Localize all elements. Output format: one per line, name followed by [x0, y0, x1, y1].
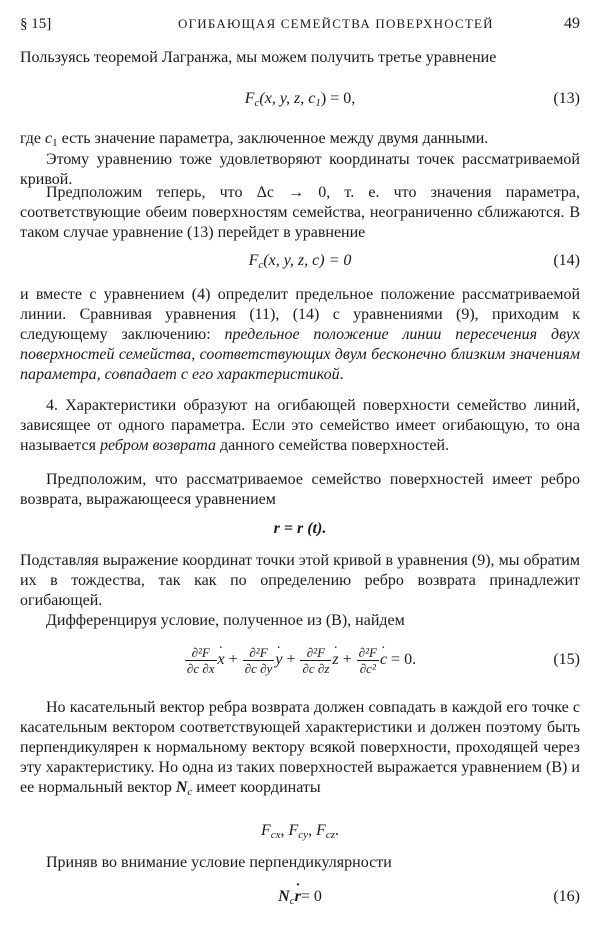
paragraph-assume-edge: Предположим, что рассматриваемое семейство поверхностей имеет ребро возврата, выражающееся уравнением — [20, 471, 580, 508]
paragraph-c1-definition: где $c_1$ есть значение параметра, заключенное между двумя данными. — [20, 130, 489, 149]
paragraph-tangent-vector: Но касательный вектор ребра возврата должен совпадать в каждой его точке с касательным вектором соответствующей характеристики и должен поэтому быть перпендикулярен к нормальному вектору всякой поверхности, проходящей через эту характеристику. Но одна из таких поверхностей выражается уравнением (В) и ее нормальный вектор $N_c$ имеет координаты — [20, 699, 580, 798]
equation-number-16: (16) — [553, 888, 580, 905]
paragraph-edge-of-regression: 4. Характеристики образуют на огибающей поверхности семейство линий, зависящее от одного параметра. Если это семейство имеет огибающую, то она называется ребром возврата данного семейства поверхностей. — [20, 397, 580, 454]
equation-14: $F_c(x$, y, z, c) = 0 (14) — [248, 252, 580, 271]
equation-number-13: (13) — [553, 90, 580, 107]
paragraph-perpendicularity: Приняв во внимание условие перпендикулярности — [46, 854, 392, 871]
equation-16: $N_cr \cdot= 0$ (16) — [0, 887, 600, 907]
equation-r-of-t: r = r (t). — [273, 520, 327, 537]
equation-normal-coords: $F_{cx}$, $F_{cy}$, $F_{cz}$. — [260, 822, 340, 841]
section-marker: § 15] — [20, 16, 52, 32]
paragraph-characteristic-conclusion: и вместе с уравнением (4) определит предельное положение рассматриваемой линии. Сравнивая уравнения (11), (14) с уравнениями (9), приходим к следующему заключению: предельное положение линии пересечения двух поверхностей семейства, соответствующих двум бесконечно близким значениям параметра, совпадает с его характеристикой. — [20, 286, 581, 383]
paragraph-differentiate: Дифференцируя условие, полученное из (В), найдем — [46, 612, 405, 629]
equation-number-14: (14) — [553, 252, 580, 269]
page-number: 49 — [564, 15, 580, 32]
equation-number-15: (15) — [553, 651, 580, 668]
equation-13: $F_c(x$, y, z, $c_1) = 0$, (13) — [244, 90, 580, 109]
paragraph-limit: Предположим теперь, что Δc → 0, т. е. что значения параметра, соответствующие обеим поверхностям семейства, неограниченно сближаются. В таком случае уравнение (13) перейдет в уравнение — [20, 184, 580, 241]
equation-15: $\frac{\text{∂²F}}{\partial c \partial x}$ x · + $\frac{\text{∂²F}}{\partial c \partial y}$ y · + $\frac{\text{∂²F}}{\partial c \partial z}$ z · + $\frac{\text{∂²F}}{\text{∂c²}}$ c · = 0. (15) — [0, 645, 600, 676]
paragraph-lagrange: Пользуясь теоремой Лагранжа, мы можем получить третье уравнение — [20, 49, 497, 66]
paragraph-curve-coords: Этому уравнению тоже удовлетворяют координаты точек рассматриваемой кривой. — [20, 151, 580, 188]
paragraph-substitution: Подставляя выражение координат точки этой кривой в уравнения (9), мы обратим их в тождества, так как по определению ребро возврата принадлежит огибающей. — [20, 552, 580, 609]
running-title: ОГИБАЮЩАЯ СЕМЕЙСТВА ПОВЕРХНОСТЕЙ — [178, 16, 494, 31]
